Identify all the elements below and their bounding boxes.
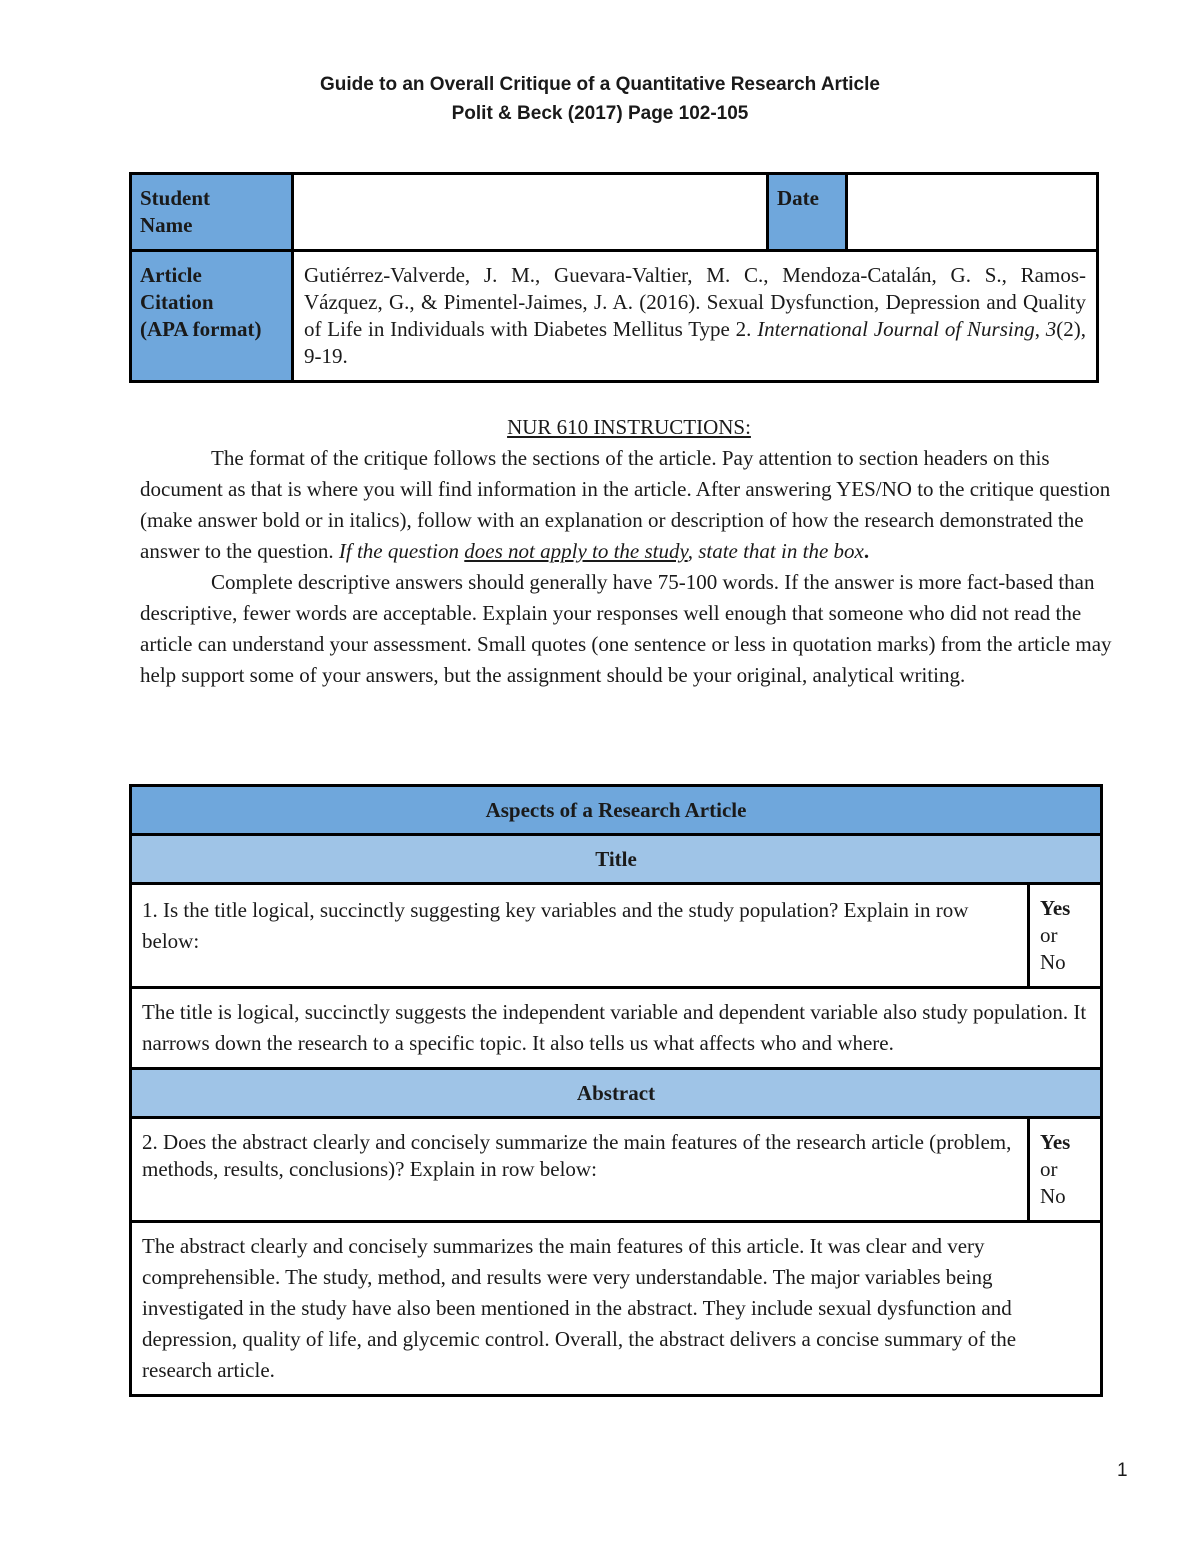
document-header [0,70,1200,128]
or-text: or [1040,923,1058,947]
instructions-p1-italic [339,539,864,563]
page-number: 1 [1117,1460,1128,1481]
student-name-label-line1: Student [140,186,211,210]
citation-volume: 3 [1045,317,1057,341]
or-text: or [1040,1157,1058,1181]
citation-label-line3: (APA format) [140,317,262,341]
section-abstract-heading: Abstract [131,1069,1102,1118]
answer-1[interactable]: The title is logical, succinctly suggests the independent variable and dependent variable also study population. It narrows down the research to a specific topic. It also tells us what affects who and where. [131,988,1102,1069]
student-name-field[interactable] [293,174,768,251]
no-option[interactable]: No [1040,1184,1066,1208]
section-title-heading: Title [131,835,1102,884]
yes-option[interactable]: Yes [1040,896,1071,920]
instructions-title: NUR 610 INSTRUCTIONS: [507,415,751,439]
instructions-section [140,412,1118,691]
document-title: Guide to an Overall Critique of a Quantitative Research Article [320,74,880,95]
citation-text: Gutiérrez-Valverde, J. M., Guevara-Valtier, M. C., Mendoza-Catalán, G. S., Ramos-Vázquez, G., & Pimentel-Jaimes, J. A. (2016). Sexual Dysfunction, Depression and Quality of Life in Individuals with Diabetes Mellitus Type 2. [304,263,1086,341]
date-label: Date [768,174,847,251]
aspects-heading: Aspects of a Research Article [131,786,1102,835]
no-option[interactable]: No [1040,950,1066,974]
document-subtitle: Polit & Beck (2017) Page 102-105 [451,103,749,124]
student-name-label-line2: Name [140,213,193,237]
instructions-p1-end: . [863,539,870,563]
question-2: 2. Does the abstract clearly and concisely summarize the main features of the research article (problem, methods, results, conclusions)? Explain in row below: [131,1118,1029,1222]
citation-tail: (2), 9-19. [304,317,1086,368]
citation-label-line2: Citation [140,290,214,314]
article-citation[interactable] [293,251,1098,382]
instructions-p1-text: The format of the critique follows the sections of the article. Pay attention to section headers on this document as that is where you will find information in the article. After answering YES/NO to the critique question (make answer bold or in italics), follow with an explanation or description of how the research demonstrated the answer to the question. [140,446,1111,563]
yes-option[interactable]: Yes [1040,1130,1071,1154]
date-field[interactable] [847,174,1098,251]
student-name-label [131,174,293,251]
student-info-table [129,172,1099,383]
instructions-p1-italic-a: If the question [338,539,465,563]
answer-2[interactable]: The abstract clearly and concisely summarizes the main features of this article. It was clear and very comprehensible. The study, method, and results were very understandable. The major variables being investigated in the study have also been mentioned in the abstract. They include sexual dysfunction and depression, quality of life, and glycemic control. Overall, the abstract delivers a concise summary of the research article. [131,1222,1102,1396]
instructions-p1-italic-b: , state that in the box [687,539,864,563]
question-1: 1. Is the title logical, succinctly suggesting key variables and the study population? Explain in row below: [131,884,1029,988]
citation-label [131,251,293,382]
instructions-paragraph-2: Complete descriptive answers should generally have 75-100 words. If the answer is more fact-based than descriptive, fewer words are acceptable. Explain your responses well enough that someone who did not read the article can understand your assessment. Small quotes (one sentence or less in quotation marks) from the article may help support some of your answers, but the assignment should be your original, analytical writing. [140,570,1112,687]
yes-no-choice-2[interactable] [1029,1118,1102,1222]
citation-label-line1: Article [140,263,202,287]
critique-table [129,784,1103,1397]
yes-no-choice-1[interactable] [1029,884,1102,988]
instructions-p1-underline: does not apply to the study [464,539,688,563]
citation-journal: International Journal of Nursing [757,317,1035,341]
instructions-paragraph-1 [140,443,1118,567]
citation-separator: , [1034,317,1046,341]
